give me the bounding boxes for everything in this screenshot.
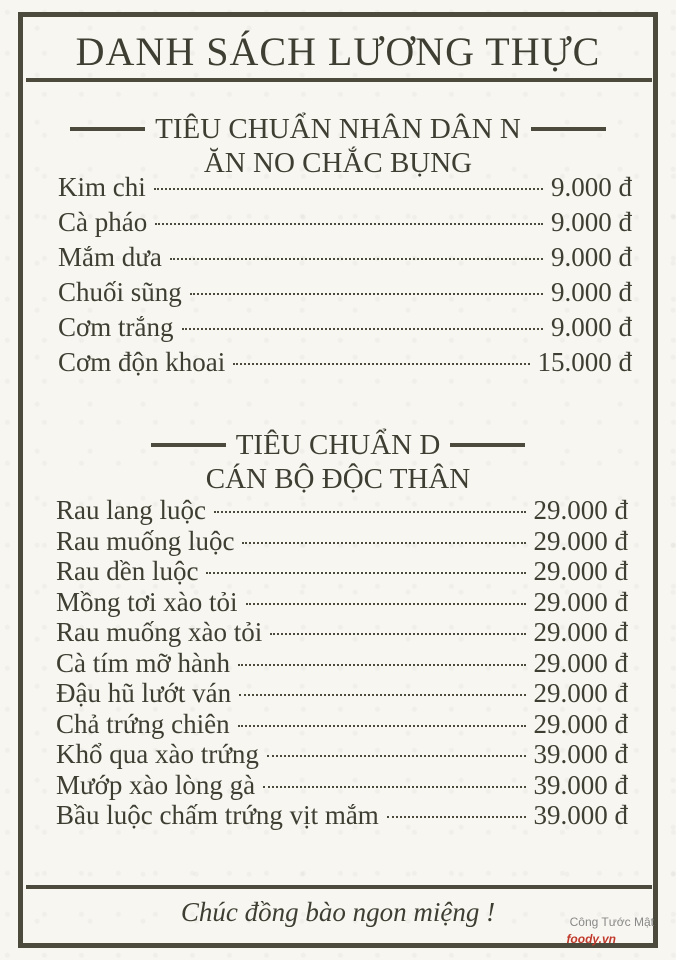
menu-item (56, 648, 628, 679)
item-price: 29.000 đ (533, 525, 628, 556)
dot-leader (387, 816, 526, 818)
dot-leader (238, 725, 526, 727)
item-name: Mắm dưa (58, 242, 162, 272)
menu-item (56, 587, 628, 618)
section-2-heading-line2: CÁN BỘ ĐỘC THÂN (205, 463, 471, 495)
dot-leader (239, 694, 525, 696)
item-name: Rau lang luộc (56, 495, 206, 525)
section-2-heading (0, 428, 676, 496)
item-name: Mồng tơi xào tỏi (56, 586, 238, 617)
dot-leader (190, 293, 543, 295)
dot-leader (155, 223, 543, 225)
item-price: 29.000 đ (533, 708, 628, 739)
menu-item (58, 347, 632, 382)
item-price: 29.000 đ (533, 556, 628, 586)
section-2-heading-line1: TIÊU CHUẨN D (235, 429, 441, 461)
dot-leader (246, 603, 526, 605)
item-price: 15.000 đ (537, 347, 632, 377)
foody-watermark: foody.vn (566, 932, 616, 946)
section-1-heading-line2: ĂN NO CHẮC BỤNG (203, 147, 473, 179)
item-price: 9.000 đ (551, 242, 632, 272)
item-name: Cà pháo (58, 207, 148, 237)
footer-greeting: Chúc đồng bào ngon miệng ! (180, 897, 496, 927)
menu-item (56, 739, 628, 770)
item-price: 9.000 đ (551, 172, 632, 202)
footer-divider (26, 885, 652, 889)
item-name: Chả trứng chiên (56, 708, 230, 739)
item-name: Rau dền luộc (56, 556, 199, 586)
heading-rule-left (70, 127, 145, 131)
item-price: 39.000 đ (533, 739, 628, 769)
item-name: Kim chi (58, 172, 146, 202)
item-name: Cơm độn khoai (58, 347, 226, 377)
heading-rule-right (531, 127, 606, 131)
menu-item (56, 709, 628, 740)
section-1-item-list (58, 172, 632, 382)
item-price: 9.000 đ (551, 207, 632, 237)
item-name: Cơm trắng (58, 312, 174, 342)
dot-leader (267, 755, 526, 757)
heading-rule-left (151, 443, 226, 447)
dot-leader (270, 633, 525, 635)
menu-item (58, 242, 632, 277)
item-name: Cà tím mỡ hành (56, 647, 231, 678)
dot-leader (154, 188, 543, 190)
menu-item (56, 617, 628, 648)
menu-item (56, 678, 628, 709)
menu-item (56, 800, 628, 831)
item-price: 29.000 đ (533, 586, 628, 617)
item-price: 29.000 đ (533, 647, 628, 678)
item-price: 9.000 đ (551, 277, 632, 307)
menu-item (56, 556, 628, 587)
menu-item (58, 277, 632, 312)
item-name: Rau muống luộc (56, 525, 235, 556)
item-price: 29.000 đ (533, 617, 628, 647)
heading-rule-right (450, 443, 525, 447)
item-price: 39.000 đ (533, 800, 628, 830)
item-name: Đậu hũ lướt ván (56, 678, 232, 708)
menu-item (56, 770, 628, 801)
section-1-heading-line1: TIÊU CHUẨN NHÂN DÂN N (155, 113, 521, 145)
item-name: Chuối sũng (58, 277, 182, 307)
item-price: 29.000 đ (533, 678, 628, 708)
menu-item (56, 526, 628, 557)
dot-leader (238, 664, 525, 666)
menu-item (58, 172, 632, 207)
item-price: 29.000 đ (533, 495, 628, 525)
item-name: Rau muống xào tỏi (56, 617, 263, 647)
dot-leader (206, 572, 525, 574)
dot-leader (263, 786, 525, 788)
section-1-heading (0, 112, 676, 180)
menu-item (56, 495, 628, 526)
menu-item (58, 207, 632, 242)
section-2-item-list (56, 495, 628, 831)
photo-credit: Công Tước Mật (569, 915, 654, 929)
item-name: Khổ qua xào trứng (56, 739, 259, 769)
item-price: 9.000 đ (551, 312, 632, 342)
dot-leader (214, 511, 526, 513)
item-name: Mướp xào lòng gà (56, 769, 256, 800)
dot-leader (233, 363, 529, 365)
item-price: 39.000 đ (533, 769, 628, 800)
dot-leader (182, 328, 543, 330)
menu-item (58, 312, 632, 347)
menu-title: DANH SÁCH LƯƠNG THỰC (75, 29, 601, 74)
item-name: Bầu luộc chấm trứng vịt mắm (56, 800, 379, 830)
dot-leader (170, 258, 543, 260)
dot-leader (242, 542, 525, 544)
title-divider (26, 78, 652, 82)
